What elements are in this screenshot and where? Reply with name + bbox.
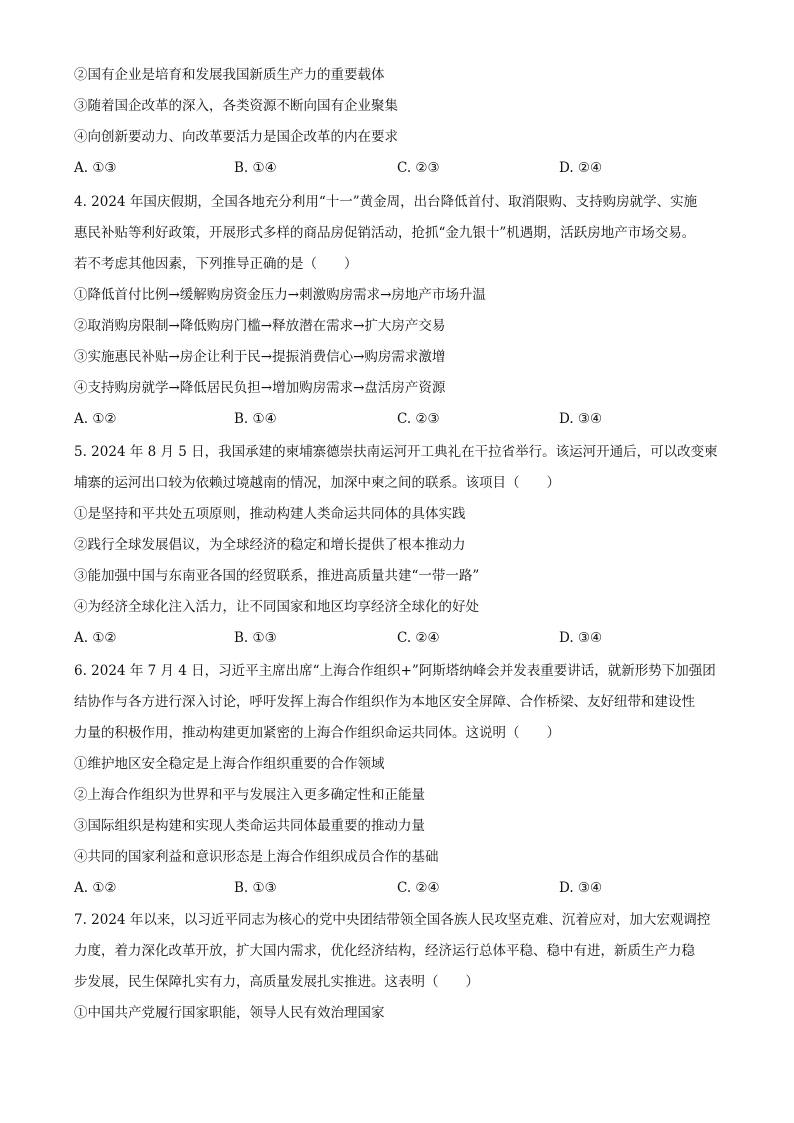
q3-options	[74, 158, 734, 178]
q4-item-2: ②取消购房限制→降低购房门槛→释放潜在需求→扩大房产交易	[74, 318, 446, 334]
q3-item-4: ④向创新要动力、向改革要活力是国企改革的内在要求	[74, 129, 398, 145]
q3-option-d: D. ②④	[559, 160, 603, 176]
q5-item-1: ①是坚持和平共处五项原则，推动构建人类命运共同体的具体实践	[74, 506, 466, 522]
q4-item-1: ①降低首付比例→缓解购房资金压力→刺激购房需求→房地产市场升温	[74, 287, 486, 303]
q5-stem-line-1: 5. 2024 年 8 月 5 日，我国承建的柬埔寨德崇扶南运河开工典礼在干拉省举行。该运河开通后，可以改变柬	[74, 444, 718, 460]
q6-option-b: B. ①③	[234, 880, 277, 896]
q3-option-c: C. ②③	[397, 160, 440, 176]
q4-item-4: ④支持购房就学→降低居民负担→增加购房需求→盘活房产资源	[74, 380, 446, 396]
q4-stem-line-1: 4. 2024 年国庆假期，全国各地充分利用“十一”黄金周，出台降低首付、取消限购、支持购房就学、实施	[74, 194, 698, 210]
q5-option-c: C. ②④	[397, 630, 440, 646]
q6-item-2: ②上海合作组织为世界和平与发展注入更多确定性和正能量	[74, 787, 425, 803]
q7-stem-line-2: 力度，着力深化改革开放，扩大国内需求，优化经济结构，经济运行总体平稳、稳中有进，新质生产力稳	[74, 943, 695, 959]
q5-option-d: D. ③④	[559, 630, 603, 646]
q4-stem-line-2: 惠民补贴等利好政策，开展形式多样的商品房促销活动，抢抓“金九银十”机遇期，活跃房地产市场交易。	[74, 225, 696, 241]
q6-stem-line-1: 6. 2024 年 7 月 4 日，习近平主席出席“上海合作组织+”阿斯塔纳峰会并发表重要讲话，就新形势下加强团	[74, 663, 716, 679]
q7-stem-line-3: 步发展，民生保障扎实有力，高质量发展扎实推进。这表明（ ）	[74, 974, 479, 990]
q5-option-b: B. ①③	[234, 630, 277, 646]
q4-stem-line-3: 若不考虑其他因素，下列推导正确的是（ ）	[74, 256, 358, 272]
q6-option-a: A. ①②	[74, 880, 117, 896]
q6-item-3: ③国际组织是构建和实现人类命运共同体最重要的推动力量	[74, 818, 425, 834]
q3-item-3: ③随着国企改革的深入，各类资源不断向国有企业聚集	[74, 98, 398, 114]
q4-option-d: D. ③④	[559, 411, 603, 427]
q4-option-c: C. ②③	[397, 411, 440, 427]
q6-option-c: C. ②④	[397, 880, 440, 896]
q4-item-3: ③实施惠民补贴→房企让利于民→提振消费信心→购房需求激增	[74, 349, 446, 365]
q7-stem-line-1: 7. 2024 年以来，以习近平同志为核心的党中央团结带领全国各族人民攻坚克难、沉着应对，加大宏观调控	[74, 912, 711, 928]
q5-stem-line-2: 埔寨的运河出口较为依赖过境越南的情况，加深中柬之间的联系。该项目（ ）	[74, 475, 560, 491]
q6-item-4: ④共同的国家利益和意识形态是上海合作组织成员合作的基础	[74, 849, 439, 865]
q4-option-b: B. ①④	[234, 411, 277, 427]
q3-option-a: A. ①③	[74, 160, 117, 176]
q4-option-a: A. ①②	[74, 411, 117, 427]
q6-option-d: D. ③④	[559, 880, 603, 896]
q6-stem-line-2: 结协作与各方进行深入讨论，呼吁发挥上海合作组织作为本地区安全屏障、合作桥梁、友好纽带和建设性	[74, 694, 695, 710]
q6-options	[74, 878, 734, 898]
q3-option-b: B. ①④	[234, 160, 277, 176]
q5-item-3: ③能加强中国与东南亚各国的经贸联系，推进高质量共建“一带一路”	[74, 568, 480, 584]
q5-option-a: A. ①②	[74, 630, 117, 646]
q5-options	[74, 628, 734, 648]
q5-item-2: ②践行全球发展倡议，为全球经济的稳定和增长提供了根本推动力	[74, 537, 466, 553]
q7-item-1: ①中国共产党履行国家职能，领导人民有效治理国家	[74, 1005, 385, 1021]
q5-item-4: ④为经济全球化注入活力，让不同国家和地区均享经济全球化的好处	[74, 599, 479, 615]
q6-item-1: ①维护地区安全稳定是上海合作组织重要的合作领域	[74, 756, 385, 772]
q6-stem-line-3: 力量的积极作用，推动构建更加紧密的上海合作组织命运共同体。这说明（ ）	[74, 725, 560, 741]
q3-item-2: ②国有企业是培育和发展我国新质生产力的重要载体	[74, 67, 385, 83]
q4-options	[74, 409, 734, 429]
